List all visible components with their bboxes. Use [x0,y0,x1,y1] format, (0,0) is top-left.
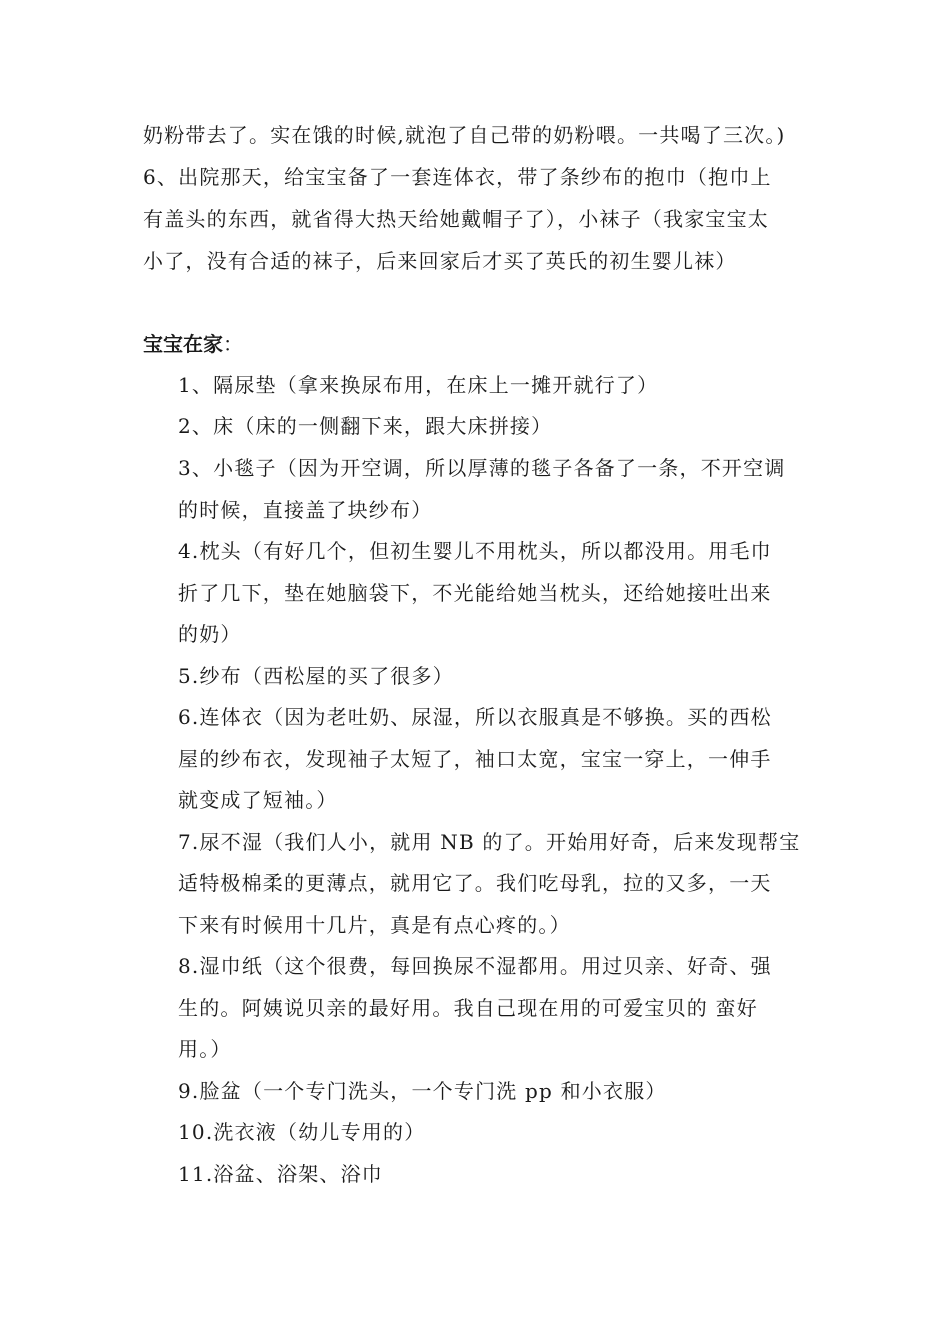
list-line-13: 适特极棉柔的更薄点，就用它了。我们吃母乳，拉的又多，一天 [178,871,772,895]
list-line-19: 10.洗衣液（幼儿专用的） [178,1120,426,1144]
list-line-3: 3、小毯子（因为开空调，所以厚薄的毯子各备了一条，不开空调 [178,456,786,480]
intro-line-3: 有盖头的东西，就省得大热天给她戴帽子了），小袜子（我家宝宝太 [143,207,769,231]
list-line-7: 的奶） [178,622,242,646]
list-line-4: 的时候，直接盖了块纱布） [178,498,433,522]
list-line-17: 用。） [178,1037,232,1061]
intro-line-1: 奶粉带去了。实在饿的时候,就泡了自己带的奶粉喂。一共喝了三次。) [143,123,786,147]
list-line-11: 就变成了短袖。） [178,788,338,812]
intro-line-4: 小了，没有合适的袜子，后来回家后才买了英氏的初生婴儿袜） [143,249,737,273]
list-line-14: 下来有时候用十几片，真是有点心疼的。） [178,913,571,937]
list-line-8: 5.纱布（西松屋的买了很多） [178,664,454,688]
list-line-16: 生的。阿姨说贝亲的最好用。我自己现在用的可爱宝贝的 蛮好 [178,996,758,1020]
list-line-5: 4.枕头（有好几个，但初生婴儿不用枕头，所以都没用。用毛巾 [178,539,772,563]
list-line-6: 折了几下，垫在她脑袋下，不光能给她当枕头，还给她接吐出来 [178,581,772,605]
list-line-9: 6.连体衣（因为老吐奶、尿湿，所以衣服真是不够换。买的西松 [178,705,772,729]
list-line-18: 9.脸盆（一个专门洗头，一个专门洗 pp 和小衣服） [178,1079,667,1103]
section-heading-title: 宝宝在家 [143,332,223,356]
list-line-12: 7.尿不湿（我们人小，就用 NB 的了。开始用好奇，后来发现帮宝 [178,830,801,854]
section-heading-colon: ： [223,332,243,356]
list-line-1: 1、隔尿垫（拿来换尿布用，在床上一摊开就行了） [178,373,659,397]
list-line-2: 2、床（床的一侧翻下来，跟大床拼接） [178,414,553,438]
list-line-20: 11.浴盆、浴架、浴巾 [178,1162,384,1186]
intro-line-2: 6、出院那天，给宝宝备了一套连体衣，带了条纱布的抱巾（抱巾上 [143,165,772,189]
list-line-10: 屋的纱布衣，发现袖子太短了，袖口太宽，宝宝一穿上，一伸手 [178,747,772,771]
list-line-15: 8.湿巾纸（这个很费，每回换尿不湿都用。用过贝亲、好奇、强 [178,954,772,978]
section-heading [143,330,243,358]
